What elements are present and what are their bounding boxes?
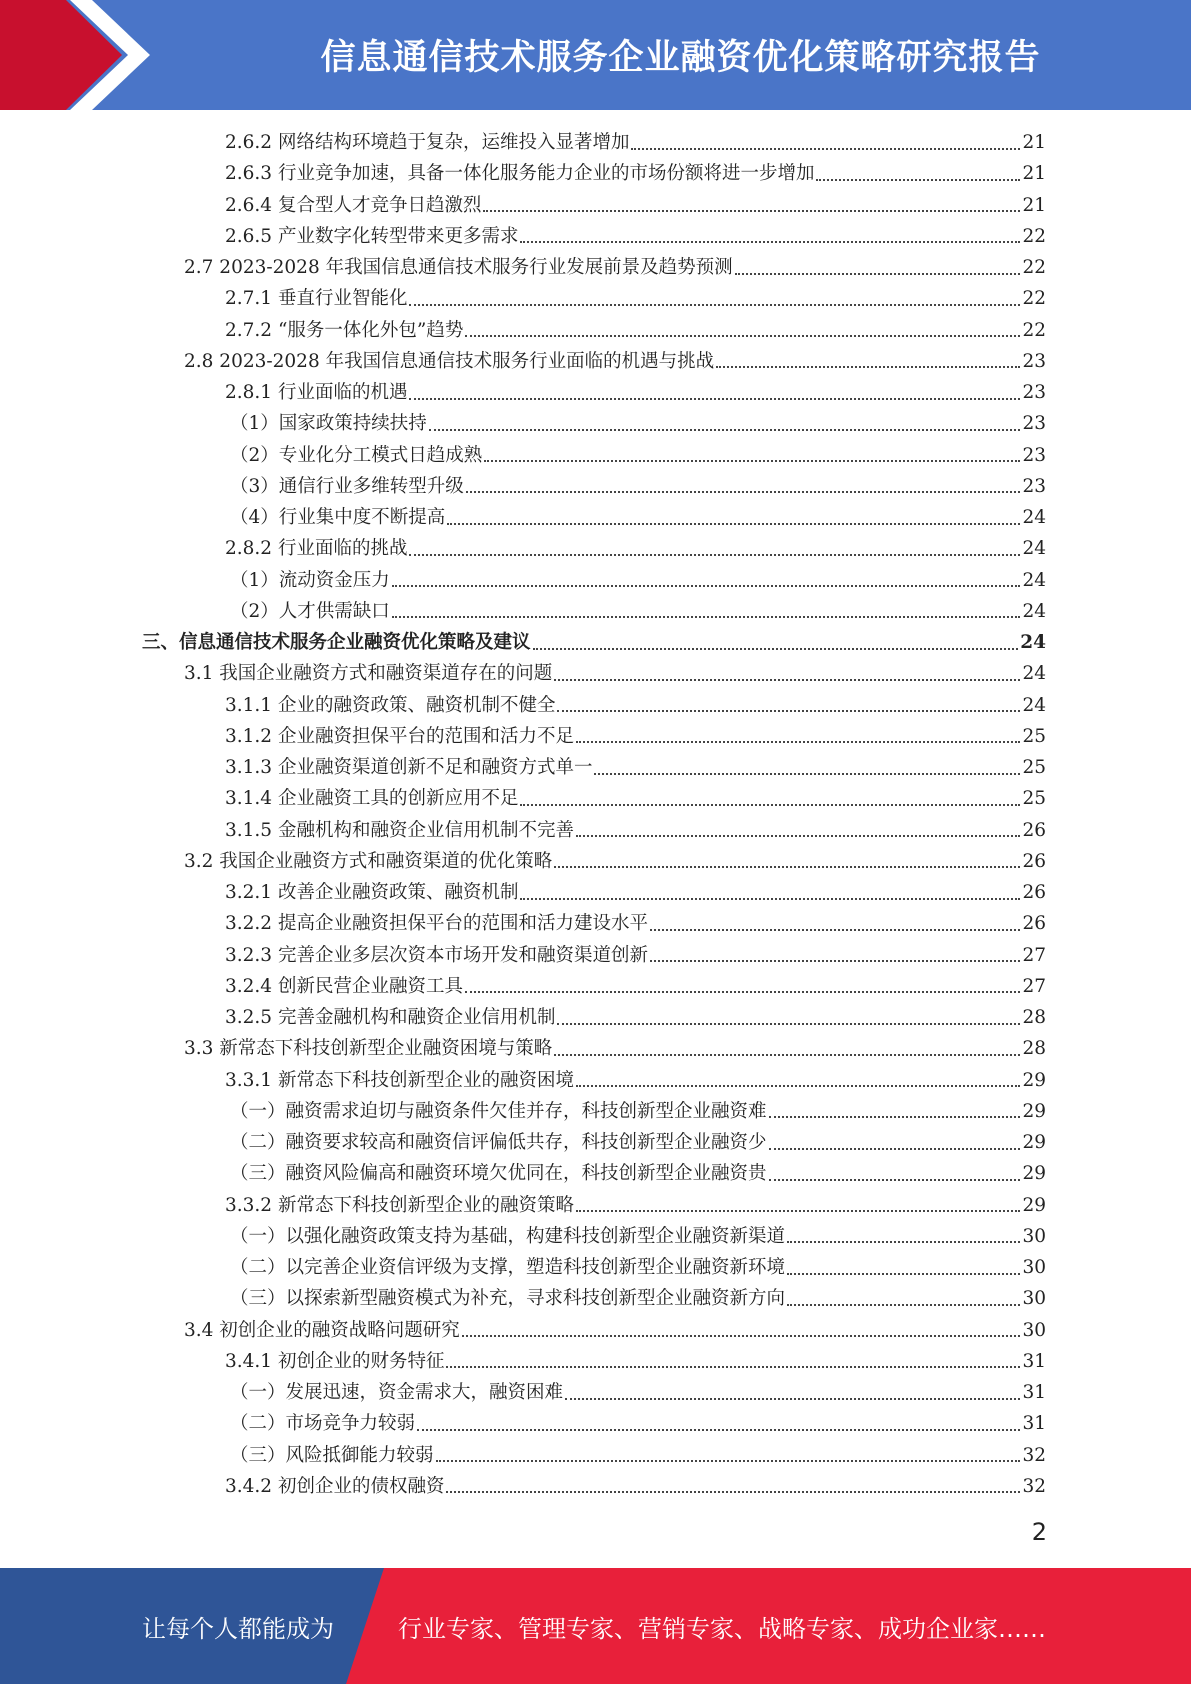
- toc-dot-leader: [392, 585, 1021, 587]
- toc-entry-page: 22: [1022, 225, 1046, 247]
- toc-dot-leader: [769, 1116, 1021, 1118]
- toc-dot-leader: [409, 398, 1020, 400]
- toc-dot-leader: [787, 1304, 1020, 1306]
- toc-dot-leader: [576, 741, 1020, 743]
- toc-dot-leader: [484, 460, 1020, 462]
- toc-entry-page: 28: [1022, 1038, 1046, 1060]
- toc-entry-title: （一）发展迅速，资金需求大，融资困难: [230, 1382, 564, 1403]
- report-title: 信息通信技术服务企业融资优化策略研究报告: [320, 38, 1041, 78]
- toc-entry-page: 30: [1022, 1225, 1046, 1247]
- toc-entry-page: 26: [1022, 850, 1046, 872]
- toc-entry-title: 3.1 我国企业融资方式和融资渠道存在的问题: [184, 663, 553, 685]
- toc-entry[interactable]: [225, 1065, 1046, 1096]
- toc-entry-page: 30: [1022, 1257, 1046, 1278]
- toc-dot-leader: [650, 960, 1020, 962]
- toc-entry[interactable]: [230, 1158, 1046, 1189]
- toc-entry-title: （3）通信行业多维转型升级: [230, 475, 464, 497]
- toc-dot-leader: [650, 929, 1020, 931]
- toc-entry-title: 3.4.2 初创企业的债权融资: [225, 1475, 445, 1497]
- toc-entry[interactable]: [225, 1190, 1046, 1221]
- toc-entry[interactable]: [184, 1033, 1046, 1064]
- toc-entry-page: 29: [1022, 1194, 1046, 1216]
- toc-dot-leader: [436, 1460, 1021, 1462]
- toc-entry-page: 31: [1022, 1413, 1046, 1435]
- toc-entry-title: 2.7.2 “服务一体化外包”趋势: [225, 319, 464, 341]
- toc-dot-leader: [466, 491, 1021, 493]
- toc-entry-title: 2.6.2 网络结构环境趋于复杂，运维投入显著增加: [225, 132, 630, 153]
- toc-entry-page: 24: [1022, 694, 1046, 716]
- toc-entry[interactable]: [230, 1096, 1046, 1127]
- toc-entry[interactable]: [225, 190, 1046, 221]
- toc-entry[interactable]: [230, 408, 1046, 439]
- toc-entry-page: 21: [1022, 132, 1046, 153]
- toc-entry-title: 3.2.5 完善金融机构和融资企业信用机制: [225, 1007, 556, 1028]
- toc-entry-page: 29: [1022, 1100, 1046, 1122]
- toc-entry-page: 23: [1022, 475, 1046, 497]
- toc-entry-title: （一）融资需求迫切与融资条件欠佳并存，科技创新型企业融资难: [230, 1100, 767, 1122]
- toc-entry-title: （三）融资风险偏高和融资环境欠优同在，科技创新型企业融资贵: [230, 1163, 767, 1185]
- toc-entry-page: 26: [1022, 819, 1046, 841]
- toc-entry-title: 2.7.1 垂直行业智能化: [225, 288, 408, 310]
- toc-entry-title: 3.1.3 企业融资渠道创新不足和融资方式单一: [225, 757, 593, 778]
- toc-dot-leader: [520, 241, 1020, 243]
- toc-entry-page: 23: [1022, 444, 1046, 466]
- toc-dot-leader: [446, 1366, 1020, 1368]
- toc-entry-page: 25: [1022, 725, 1046, 747]
- toc-entry-page: 24: [1022, 569, 1046, 591]
- toc-entry-title: 2.8.2 行业面临的挑战: [225, 538, 408, 560]
- toc-entry[interactable]: [230, 1408, 1046, 1439]
- toc-entry-title: （二）以完善企业资信评级为支撑，塑造科技创新型企业融资新环境: [230, 1257, 786, 1278]
- toc-entry-title: 3.3 新常态下科技创新型企业融资困境与策略: [184, 1038, 553, 1060]
- toc-entry-title: （1）国家政策持续扶持: [230, 413, 427, 435]
- toc-dot-leader: [554, 866, 1020, 868]
- toc-entry-page: 22: [1022, 288, 1046, 310]
- toc-entry[interactable]: [225, 690, 1046, 721]
- toc-dot-leader: [735, 273, 1021, 275]
- toc-entry-page: 27: [1022, 944, 1046, 966]
- toc-entry[interactable]: [230, 1127, 1046, 1158]
- toc-entry[interactable]: [225, 127, 1046, 158]
- toc-entry[interactable]: [225, 377, 1046, 408]
- toc-entry[interactable]: [225, 815, 1046, 846]
- toc-dot-leader: [429, 429, 1021, 431]
- toc-entry-page: 31: [1022, 1350, 1046, 1372]
- toc-dot-leader: [769, 1179, 1021, 1181]
- toc-entry-title: （二）市场竞争力较弱: [230, 1413, 416, 1435]
- toc-entry-page: 24: [1022, 538, 1046, 560]
- toc-dot-leader: [520, 804, 1020, 806]
- toc-entry-page: 21: [1022, 194, 1046, 216]
- toc-dot-leader: [409, 554, 1020, 556]
- toc-dot-leader: [446, 1491, 1020, 1493]
- toc-entry[interactable]: [184, 846, 1046, 877]
- toc-dot-leader: [483, 210, 1020, 212]
- toc-entry-title: 2.7 2023-2028 年我国信息通信技术服务行业发展前景及趋势预测: [184, 257, 733, 278]
- toc-dot-leader: [576, 1085, 1020, 1087]
- toc-entry-page: 27: [1022, 975, 1046, 997]
- toc-entry-page: 24: [1022, 600, 1046, 622]
- toc-dot-leader: [716, 366, 1020, 368]
- toc-entry-title: 3.3.1 新常态下科技创新型企业的融资困境: [225, 1069, 574, 1091]
- toc-dot-leader: [533, 648, 1019, 650]
- toc-entry[interactable]: [225, 221, 1046, 252]
- page-number: 2: [1031, 1518, 1047, 1546]
- toc-entry-page: 23: [1022, 413, 1046, 435]
- toc-entry-title: 3.1.4 企业融资工具的创新应用不足: [225, 788, 519, 810]
- toc-entry-page: 25: [1022, 788, 1046, 810]
- toc-entry[interactable]: [230, 471, 1046, 502]
- toc-dot-leader: [554, 679, 1020, 681]
- toc-entry-page: 29: [1022, 1132, 1046, 1153]
- toc-dot-leader: [409, 304, 1020, 306]
- toc-dot-leader: [816, 179, 1020, 181]
- toc-dot-leader: [594, 773, 1020, 775]
- toc-entry-page: 28: [1022, 1007, 1046, 1028]
- toc-entry-page: 32: [1022, 1444, 1046, 1466]
- toc-dot-leader: [769, 1148, 1021, 1150]
- toc-entry-title: （2）专业化分工模式日趋成熟: [230, 444, 483, 466]
- toc-entry[interactable]: [184, 346, 1046, 377]
- toc-entry[interactable]: [184, 658, 1046, 689]
- toc-entry-page: 24: [1022, 507, 1046, 528]
- toc-entry-title: 三、信息通信技术服务企业融资优化策略及建议: [142, 632, 531, 653]
- toc-entry-title: 3.1.5 金融机构和融资企业信用机制不完善: [225, 819, 574, 841]
- toc-entry-page: 24: [1022, 663, 1046, 685]
- toc-dot-leader: [576, 835, 1020, 837]
- toc-entry[interactable]: [225, 158, 1046, 189]
- toc-entry-title: 3.3.2 新常态下科技创新型企业的融资策略: [225, 1194, 574, 1216]
- toc-entry-title: 3.2.2 提高企业融资担保平台的范围和活力建设水平: [225, 913, 648, 935]
- toc-entry-title: （1）流动资金压力: [230, 569, 390, 591]
- toc-entry-page: 21: [1022, 163, 1046, 185]
- toc-entry-title: （一）以强化融资政策支持为基础，构建科技创新型企业融资新渠道: [230, 1225, 786, 1247]
- toc-dot-leader: [392, 616, 1021, 618]
- toc-entry[interactable]: [184, 1315, 1046, 1346]
- toc-entry-title: 2.6.4 复合型人才竞争日趋激烈: [225, 194, 482, 216]
- toc-entry[interactable]: [230, 1377, 1046, 1408]
- toc-entry-page: 25: [1022, 757, 1046, 778]
- toc-entry-title: 2.8.1 行业面临的机遇: [225, 382, 408, 403]
- toc-entry[interactable]: [230, 1252, 1046, 1283]
- report-header: [0, 0, 1191, 110]
- toc-entry-title: 3.2 我国企业融资方式和融资渠道的优化策略: [184, 850, 553, 872]
- toc-entry[interactable]: [230, 565, 1046, 596]
- toc-dot-leader: [557, 1023, 1020, 1025]
- toc-entry-page: 23: [1022, 382, 1046, 403]
- toc-entry-title: 3.1.2 企业融资担保平台的范围和活力不足: [225, 725, 574, 747]
- toc-entry-title: 3.1.1 企业的融资政策、融资机制不健全: [225, 694, 556, 716]
- toc-entry-title: 2.6.5 产业数字化转型带来更多需求: [225, 225, 519, 247]
- toc-entry-page: 32: [1022, 1475, 1046, 1497]
- toc-dot-leader: [631, 148, 1020, 150]
- toc-entry-page: 29: [1022, 1069, 1046, 1091]
- toc-entry-title: （三）风险抵御能力较弱: [230, 1444, 434, 1466]
- toc-dot-leader: [520, 898, 1020, 900]
- toc-entry-page: 26: [1022, 882, 1046, 903]
- toc-entry-page: 30: [1022, 1288, 1046, 1310]
- toc-entry[interactable]: [225, 721, 1046, 752]
- toc-entry-title: 3.2.3 完善企业多层次资本市场开发和融资渠道创新: [225, 944, 648, 966]
- toc-entry[interactable]: [230, 502, 1046, 533]
- toc-dot-leader: [465, 335, 1020, 337]
- toc-dot-leader: [787, 1273, 1020, 1275]
- footer-banner: [0, 1568, 1191, 1684]
- toc-dot-leader: [565, 1398, 1020, 1400]
- toc-entry[interactable]: [230, 440, 1046, 471]
- toc-entry-title: 2.6.3 行业竞争加速，具备一体化服务能力企业的市场份额将进一步增加: [225, 163, 815, 185]
- toc-entry[interactable]: [225, 1471, 1046, 1502]
- toc-entry-page: 22: [1022, 319, 1046, 341]
- toc-entry[interactable]: [230, 596, 1046, 627]
- toc-entry-title: 3.2.1 改善企业融资政策、融资机制: [225, 882, 519, 903]
- toc-entry[interactable]: [230, 1283, 1046, 1314]
- toc-entry[interactable]: [225, 283, 1046, 314]
- toc-entry[interactable]: [225, 533, 1046, 564]
- toc-entry[interactable]: [142, 627, 1046, 658]
- toc-entry-title: 2.8 2023-2028 年我国信息通信技术服务行业面临的机遇与挑战: [184, 350, 715, 372]
- toc-entry-title: 3.4.1 初创企业的财务特征: [225, 1350, 445, 1372]
- toc-entry[interactable]: [225, 315, 1046, 346]
- toc-entry[interactable]: [225, 940, 1046, 971]
- footer-roles: 行业专家、管理专家、营销专家、战略专家、成功企业家……: [398, 1614, 1046, 1643]
- toc-entry[interactable]: [225, 971, 1046, 1002]
- toc-entry-page: 26: [1022, 913, 1046, 935]
- toc-dot-leader: [557, 710, 1020, 712]
- toc-entry-title: （2）人才供需缺口: [230, 600, 390, 622]
- toc-dot-leader: [417, 1429, 1020, 1431]
- toc-entry-page: 24: [1020, 632, 1046, 653]
- toc-entry-title: 3.4 初创企业的融资战略问题研究: [184, 1319, 460, 1341]
- toc-entry[interactable]: [230, 1440, 1046, 1471]
- toc-dot-leader: [787, 1241, 1020, 1243]
- toc-entry[interactable]: [230, 1221, 1046, 1252]
- toc-entry-title: （三）以探索新型融资模式为补充，寻求科技创新型企业融资新方向: [230, 1288, 786, 1310]
- toc-entry[interactable]: [184, 252, 1046, 283]
- toc-dot-leader: [576, 1210, 1020, 1212]
- toc-entry[interactable]: [225, 783, 1046, 814]
- toc-entry-page: 31: [1022, 1382, 1046, 1403]
- toc-entry[interactable]: [225, 908, 1046, 939]
- toc-entry[interactable]: [225, 877, 1046, 908]
- toc-entry-title: 3.2.4 创新民营企业融资工具: [225, 975, 463, 997]
- toc-dot-leader: [554, 1054, 1020, 1056]
- red-chevron-icon: [0, 0, 160, 110]
- toc-entry-title: （二）融资要求较高和融资信评偏低共存，科技创新型企业融资少: [230, 1132, 767, 1153]
- toc-entry-page: 29: [1022, 1163, 1046, 1185]
- toc-entry-page: 22: [1022, 257, 1046, 278]
- toc-entry[interactable]: [225, 752, 1046, 783]
- toc-entry-page: 30: [1022, 1319, 1046, 1341]
- footer-slogan: 让每个人都能成为: [142, 1614, 334, 1643]
- toc-dot-leader: [462, 1335, 1021, 1337]
- toc-dot-leader: [447, 523, 1020, 525]
- toc-entry-title: （4）行业集中度不断提高: [230, 507, 446, 528]
- toc-entry[interactable]: [225, 1346, 1046, 1377]
- toc-dot-leader: [465, 991, 1020, 993]
- toc-entry-page: 23: [1022, 350, 1046, 372]
- toc-entry[interactable]: [225, 1002, 1046, 1033]
